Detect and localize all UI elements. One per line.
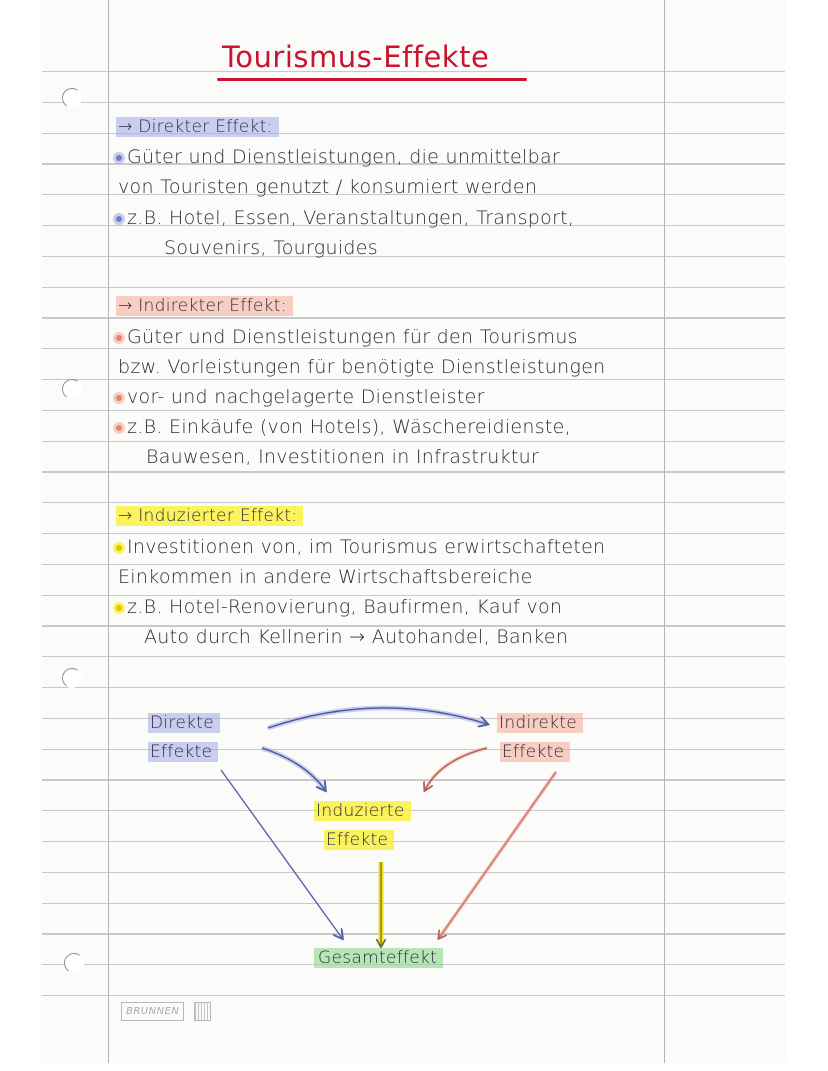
node-induzierte-effekte-line1: Induzierte xyxy=(314,801,411,821)
node-indirekte-effekte-line1: Indirekte xyxy=(497,713,583,733)
list-item: Investitionen von, im Tourismus erwirtschafteten xyxy=(116,536,605,558)
list-item: vor- und nachgelagerte Dienstleister xyxy=(116,386,485,408)
list-item-continuation: von Touristen genutzt / konsumiert werden xyxy=(118,176,538,198)
list-item-continuation: Souvenirs, Tourguides xyxy=(164,237,378,259)
node-induzierte-effekte-line2: Effekte xyxy=(324,830,394,850)
section-heading-indirekt: → Indirekter Effekt: xyxy=(116,296,293,316)
list-item: z.B. Hotel-Renovierung, Baufirmen, Kauf von xyxy=(116,596,562,618)
list-item-continuation: Einkommen in andere Wirtschaftsbereiche xyxy=(118,566,533,588)
node-direkte-effekte-line1: Direkte xyxy=(148,713,220,733)
brunnen-logo: BRUNNEN xyxy=(121,1002,184,1021)
list-item-continuation: Auto durch Kellnerin → Autohandel, Banken xyxy=(144,626,569,648)
list-item: z.B. Hotel, Essen, Veranstaltungen, Transport, xyxy=(116,207,574,229)
node-indirekte-effekte-line2: Effekte xyxy=(500,742,570,762)
page-title: Tourismus-Effekte xyxy=(222,40,490,74)
list-item: Güter und Dienstleistungen, die unmittelbar xyxy=(116,146,560,168)
list-item: Güter und Dienstleistungen für den Tourismus xyxy=(116,326,578,348)
list-item-continuation: bzw. Vorleistungen für benötigte Dienstleistungen xyxy=(118,356,606,378)
list-item-continuation: Bauwesen, Investitionen in Infrastruktur xyxy=(146,446,540,468)
section-heading-induziert: → Induzierter Effekt: xyxy=(116,506,303,526)
node-direkte-effekte-line2: Effekte xyxy=(148,742,218,762)
node-gesamteffekt: Gesamteffekt xyxy=(314,948,443,968)
list-item: z.B. Einkäufe (von Hotels), Wäschereidienste, xyxy=(116,416,571,438)
section-heading-direkt: → Direkter Effekt: xyxy=(116,117,279,137)
brunnen-logo-icon xyxy=(194,1002,211,1021)
